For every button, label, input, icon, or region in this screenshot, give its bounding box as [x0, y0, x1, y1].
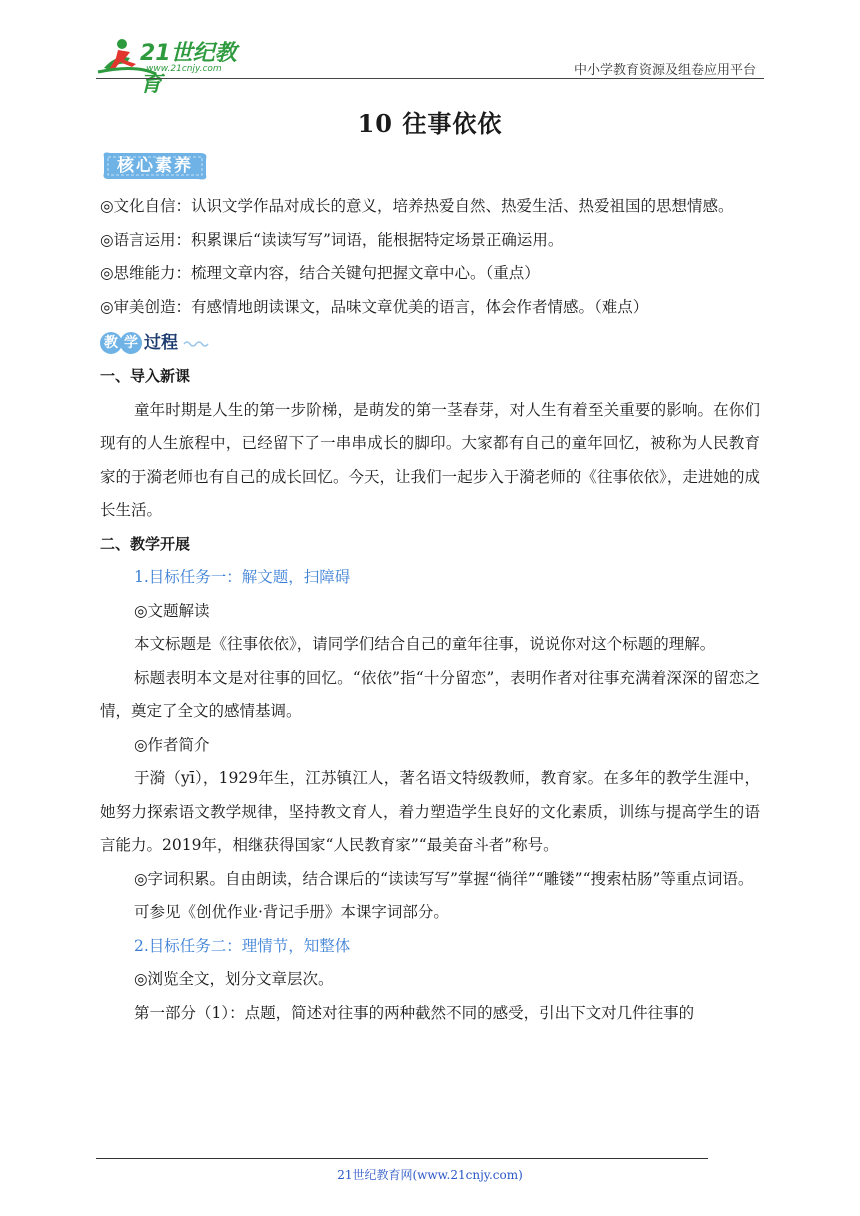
objective-item [100, 257, 760, 291]
teaching-process-badge [100, 326, 760, 360]
wave-decoration-icon [183, 339, 211, 349]
page-title: 10 往事依依 [357, 109, 503, 138]
objective-value: 有感情地朗读课文，品味文章优美的语言，体会作者情感。（难点） [191, 297, 649, 316]
logo-url: www.21cnjy.com [146, 64, 222, 74]
objective-item [100, 190, 760, 224]
document-body [100, 190, 760, 1030]
subheading: ◎浏览全文，划分文章层次。 [134, 970, 334, 988]
objective-value: 认识文学作品对成长的意义，培养热爱自然、热爱生活、热爱祖国的思想情感。 [191, 197, 734, 215]
task-heading: 2.目标任务二：理情节，知整体 [134, 936, 351, 955]
core-literacy-badge [100, 151, 210, 181]
objective-item [100, 224, 760, 258]
objective-value: 梳理文章内容，结合关键句把握文章中心。（重点） [191, 264, 540, 282]
paragraph: 本文标题是《往事依依》，请同学们结合自己的童年往事，说说你对这个标题的理解。 [134, 635, 716, 653]
process-badge-char-1: 教 [100, 332, 122, 354]
paragraph: ◎字词积累。自由朗读，结合课后的“读读写写”掌握“徜徉”“雕镂”“搜索枯肠”等重点词语。 [134, 869, 754, 888]
subheading: ◎作者简介 [134, 735, 210, 754]
paragraph: 第一部分（1）：点题，简述对往事的两种截然不同的感受，引出下文对几件往事的 [134, 1003, 695, 1022]
paragraph: 标题表明本文是对往事的回忆。“依依”指“十分留恋”，表明作者对往事充满着深深的留恋之情，奠定了全文的感情基调。 [100, 668, 760, 720]
footer-link[interactable]: 21世纪教育网(www.21cnjy.com) [337, 1168, 523, 1182]
header-tagline: 中小学教育资源及组卷应用平台 [573, 63, 756, 78]
objective-item [100, 291, 760, 325]
section-heading: 二、教学开展 [100, 534, 191, 553]
process-badge-char-2: 学 [120, 332, 142, 354]
paragraph: 于漪（yī），1929年生，江苏镇江人，著名语文特级教师，教育家。在多年的教学生涯中，她努力探索语文教学规律，坚持教文育人，着力塑造学生良好的文化素质，训练与提高学生的语言能力。2019年，相继获得国家“人民教育家”“最美奋斗者”称号。 [100, 769, 760, 854]
objective-key: ◎审美创造： [100, 297, 192, 316]
core-literacy-label: 核心素养 [117, 156, 193, 176]
objective-value: 积累课后“读读写写”词语，能根据特定场景正确运用。 [191, 230, 564, 249]
process-badge-text: 过程 [144, 333, 178, 353]
task-heading: 1.目标任务一：解文题，扫障碍 [134, 568, 351, 586]
objective-key: ◎文化自信： [100, 197, 192, 215]
site-logo [96, 34, 256, 97]
objective-key: ◎语言运用： [100, 230, 192, 249]
header-divider [96, 78, 764, 79]
paragraph: 可参见《创优作业·背记手册》本课字词部分。 [134, 903, 449, 921]
objective-key: ◎思维能力： [100, 264, 192, 282]
subheading: ◎文题解读 [134, 601, 210, 620]
paragraph: 童年时期是人生的第一步阶梯，是萌发的第一茎春芽，对人生有着至关重要的影响。在你们现有的人生旅程中，已经留下了一串串成长的脚印。大家都有自己的童年回忆，被称为人民教育家的于漪老师也有自己的成长回忆。今天，让我们一起步入于漪老师的《往事依依》，走进她的成长生活。 [100, 400, 760, 519]
logo-text: 21世纪教育 [140, 41, 237, 97]
footer-divider [96, 1158, 708, 1159]
section-heading: 一、导入新课 [100, 367, 191, 385]
